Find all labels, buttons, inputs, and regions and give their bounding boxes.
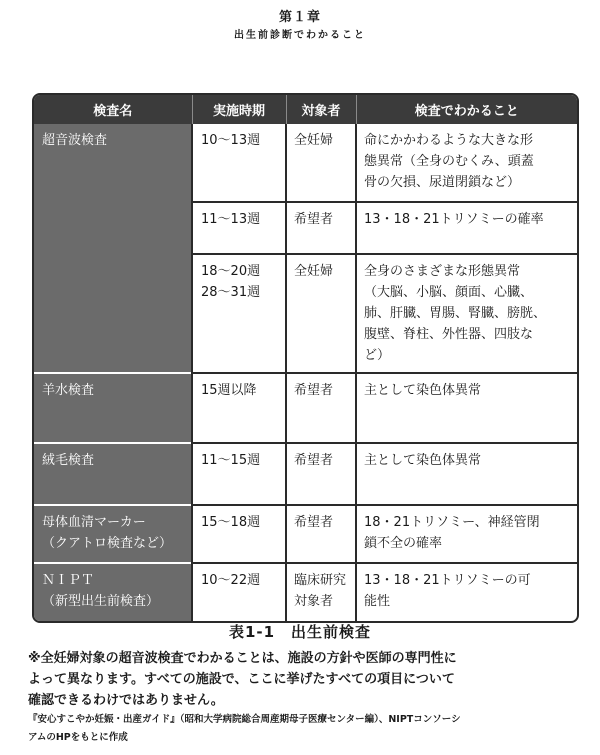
result-text: 13・18・21トリソミーの可: [364, 573, 531, 588]
result-text: 肺、肝臓、胃腸、腎臓、膀胱、: [364, 306, 547, 321]
result-cell: [356, 254, 577, 373]
target-text: 希望者: [294, 453, 334, 468]
result-text: 命にかかわるような大きな形: [364, 133, 534, 148]
footnote: [28, 648, 588, 711]
target-text: 希望者: [294, 212, 334, 227]
period-cell: [192, 563, 286, 621]
period-text: 15〜18週: [201, 515, 261, 530]
period-text: 10〜13週: [201, 133, 261, 148]
period-cell: [192, 254, 286, 373]
source-line: アムのHPをもとに作成: [28, 732, 128, 743]
target-cell: [286, 124, 356, 202]
footnote-line: ※全妊婦対象の超音波検査でわかることは、施設の方針や医師の専門性に: [28, 651, 457, 666]
test-name-cell: [34, 563, 192, 621]
period-text: 18〜20週: [201, 264, 261, 279]
header-period: 実施時期: [192, 95, 286, 124]
result-cell: [356, 443, 577, 505]
target-cell: [286, 563, 356, 621]
table-caption: 表1-1 出生前検査: [228, 623, 372, 641]
target-text: 希望者: [294, 515, 334, 530]
footnote-line: よって異なります。すべての施設で、ここに挙げたすべての項目について: [28, 672, 455, 687]
table-row: [34, 124, 577, 202]
result-text: 鎖不全の確率: [364, 536, 443, 551]
chapter-heading: 第１章: [278, 10, 321, 25]
result-cell: [356, 202, 577, 254]
result-cell: [356, 505, 577, 563]
test-name-cell: [34, 505, 192, 563]
table-row: [34, 443, 577, 505]
header-test-name: 検査名: [34, 95, 192, 124]
target-cell: [286, 254, 356, 373]
test-name-text: 超音波検査: [42, 133, 108, 148]
target-cell: [286, 505, 356, 563]
target-cell: [286, 373, 356, 443]
table-row: [34, 373, 577, 443]
target-text: 希望者: [294, 383, 334, 398]
period-text: 11〜13週: [201, 212, 261, 227]
result-cell: [356, 124, 577, 202]
result-text: （大脳、小脳、顔面、心臓、: [364, 285, 534, 300]
table-row: [34, 505, 577, 563]
header-target: 対象者: [286, 95, 356, 124]
period-cell: [192, 202, 286, 254]
result-text: 能性: [364, 594, 391, 609]
table-row: [34, 563, 577, 621]
result-text: 態異常（全身のむくみ、頭蓋: [364, 154, 534, 169]
result-cell: [356, 373, 577, 443]
result-cell: [356, 563, 577, 621]
period-text: 11〜15週: [201, 453, 261, 468]
result-text: 骨の欠損、尿道閉鎖など）: [364, 175, 521, 190]
test-name-text: 絨毛検査: [42, 453, 95, 468]
period-cell: [192, 373, 286, 443]
test-name-text: 母体血清マーカー: [42, 515, 146, 530]
period-text: 10〜22週: [201, 573, 261, 588]
target-cell: [286, 443, 356, 505]
footnote-line: 確認できるわけではありません。: [28, 693, 224, 708]
test-name-text: ＮＩＰＴ: [42, 573, 95, 588]
result-text: 18・21トリソミー、神経管閉: [364, 515, 540, 530]
target-text: 対象者: [294, 594, 334, 609]
test-name-cell: [34, 373, 192, 443]
result-text: 主として染色体異常: [364, 383, 482, 398]
test-name-text: （クアトロ検査など）: [42, 536, 173, 551]
target-text: 全妊婦: [294, 264, 334, 279]
prenatal-test-table: [32, 93, 579, 623]
period-cell: [192, 124, 286, 202]
result-text: 全身のさまざまな形態異常: [364, 264, 521, 279]
test-name-cell: [34, 124, 192, 373]
result-text: 13・18・21トリソミーの確率: [364, 212, 544, 227]
result-text: 主として染色体異常: [364, 453, 482, 468]
header-result: 検査でわかること: [356, 95, 577, 124]
result-text: 腹壁、脊柱、外性器、四肢な: [364, 327, 534, 342]
target-text: 臨床研究: [294, 573, 347, 588]
result-text: ど）: [364, 348, 391, 363]
chapter-subtitle: 出生前診断でわかること: [234, 30, 366, 41]
period-cell: [192, 505, 286, 563]
period-cell: [192, 443, 286, 505]
source-citation: [28, 711, 588, 747]
target-cell: [286, 202, 356, 254]
test-name-cell: [34, 443, 192, 505]
period-text: 15週以降: [201, 383, 257, 398]
test-name-text: 羊水検査: [42, 383, 95, 398]
source-line: 『安心すこやか妊娠・出産ガイド』（昭和大学病院総合周産期母子医療センター編）、NIPTコンソーシ: [28, 714, 461, 725]
period-text: 28〜31週: [201, 285, 261, 300]
table-header-row: [34, 95, 577, 124]
target-text: 全妊婦: [294, 133, 334, 148]
test-name-text: （新型出生前検査）: [42, 594, 160, 609]
